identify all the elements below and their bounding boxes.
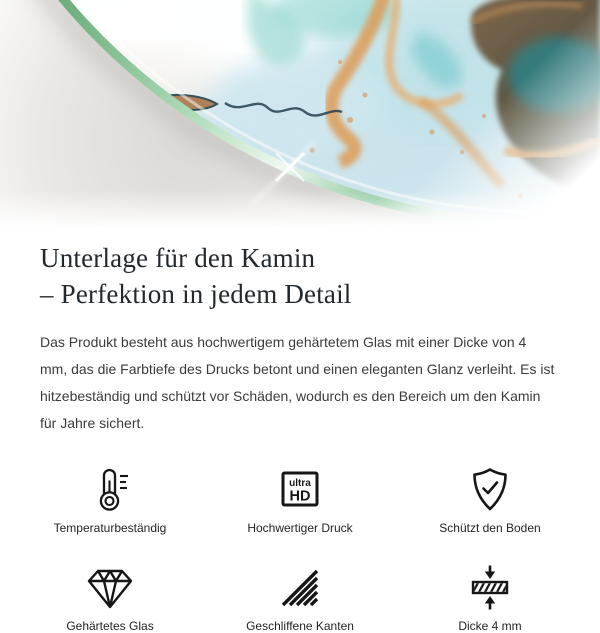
page-title: [40, 240, 600, 312]
feature-label: Temperaturbeständig: [53, 521, 167, 535]
feature-item-floor-protection: [395, 464, 585, 535]
feature-item-polished-edges: [205, 562, 395, 633]
product-description: Das Produkt besteht aus hochwertigem gehärtetem Glas mit einer Dicke von 4 mm, das die Farbtiefe des Drucks betont und einen eleganten Glanz verleiht. Es ist hitzebeständig und schützt vor Schäden, wodurch es den Bereich um den Kamin für Jahre sichert.: [40, 334, 555, 431]
feature-item-print: [205, 464, 395, 535]
ultra-hd-badge-text-top: ultra: [289, 478, 311, 489]
polished-edges-icon: [205, 562, 395, 610]
glass-plate-artwork: [0, 0, 600, 228]
title-line-2: – Perfektion in jedem Detail: [40, 279, 352, 309]
ultra-hd-badge-text-bottom: HD: [289, 488, 311, 505]
feature-item-thickness: [395, 562, 585, 633]
title-line-1: Unterlage für den Kamin: [40, 243, 316, 273]
ultra-hd-icon: [205, 464, 395, 512]
feature-item-tempered-glass: [15, 562, 205, 633]
feature-label: Geschliffene Kanten: [246, 619, 354, 633]
product-hero-image: [0, 0, 600, 228]
feature-label: Dicke 4 mm: [458, 619, 522, 633]
fade-overlay-bottom: [0, 0, 600, 228]
feature-label: Schützt den Boden: [439, 521, 541, 535]
feature-label: Hochwertiger Druck: [247, 521, 353, 535]
feature-grid: [15, 464, 585, 633]
shield-check-icon: [395, 464, 585, 512]
thickness-icon: [395, 562, 585, 610]
thermometer-icon: [15, 464, 205, 512]
feature-item-temperature: [15, 464, 205, 535]
diamond-icon: [15, 562, 205, 610]
feature-label: Gehärtetes Glas: [66, 619, 154, 633]
